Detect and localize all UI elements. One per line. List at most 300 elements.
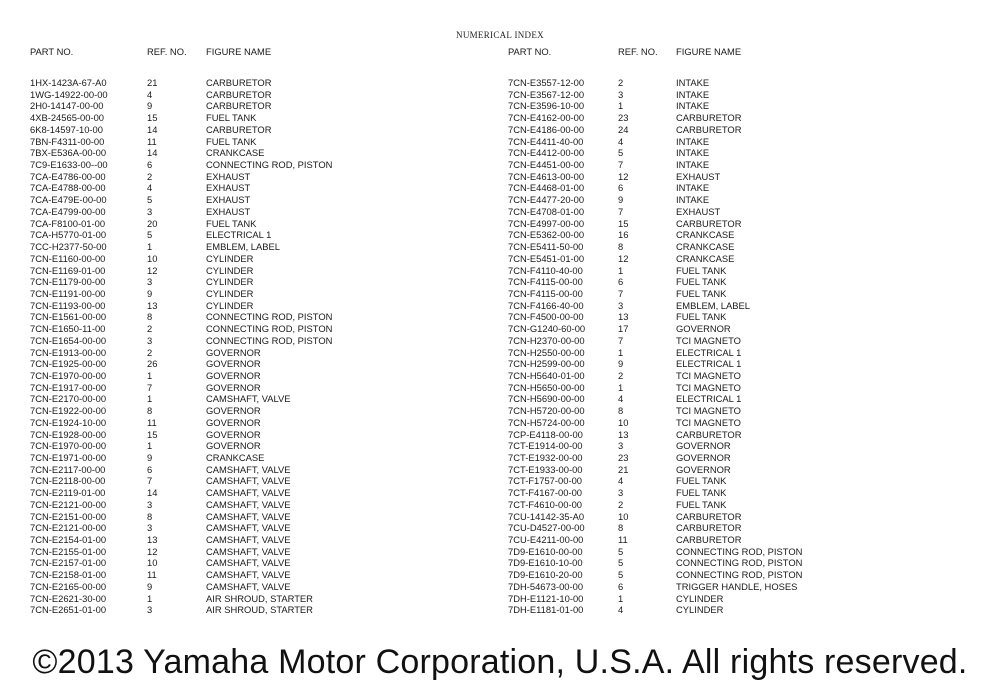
- part-number: 7CN-E1650-11-00: [30, 323, 106, 335]
- figure-name: EXHAUST: [676, 170, 721, 182]
- ref-number: 9: [147, 452, 153, 463]
- part-number: 7CN-E1971-00-00: [30, 452, 107, 463]
- index-row: [30, 136, 490, 148]
- index-row: [508, 464, 978, 476]
- ref-number: 1: [147, 393, 153, 405]
- part-number: 7CP-E4118-00-00: [508, 428, 583, 440]
- ref-number: 1: [147, 369, 153, 381]
- index-row: [508, 546, 978, 558]
- index-row: [30, 241, 490, 253]
- index-row: [508, 159, 978, 171]
- ref-number: 26: [147, 358, 158, 370]
- part-number: 7CU-14142-35-A0: [508, 510, 585, 522]
- part-number: 7CN-E5362-00-00: [508, 229, 585, 241]
- figure-name: CAMSHAFT, VALVE: [206, 580, 291, 592]
- index-row: [30, 182, 490, 194]
- index-row: [30, 464, 490, 476]
- index-row: [30, 159, 490, 171]
- ref-number: 12: [618, 170, 629, 182]
- figure-name: EXHAUST: [206, 182, 251, 194]
- part-number: 7CN-E2121-00-00: [30, 498, 107, 510]
- ref-number: 7: [618, 334, 624, 346]
- figure-name: CONNECTING ROD, PISTON: [676, 545, 803, 557]
- figure-name: CYLINDER: [206, 252, 254, 264]
- index-row: [508, 417, 978, 429]
- ref-number: 11: [147, 569, 157, 581]
- ref-number: 9: [147, 580, 153, 592]
- part-number: 7CN-G1240-60-00: [508, 323, 586, 335]
- index-row: [508, 534, 978, 546]
- part-number: 7CN-E4162-00-00: [508, 112, 585, 124]
- figure-name: GOVERNOR: [206, 346, 261, 358]
- part-number: 7CN-H5690-00-00: [508, 393, 585, 405]
- index-column-left: [30, 45, 490, 616]
- ref-number: 24: [618, 123, 629, 135]
- ref-number: 9: [147, 100, 153, 112]
- part-number: 7CN-F4166-40-00: [508, 299, 584, 311]
- part-number: 7CN-E4468-01-00: [508, 182, 585, 194]
- index-row: [30, 452, 490, 464]
- figure-name: CONNECTING ROD, PISTON: [676, 557, 803, 569]
- ref-number: 5: [147, 229, 153, 241]
- index-row: [508, 124, 978, 136]
- ref-number: 7: [147, 475, 153, 487]
- figure-name: CYLINDER: [676, 592, 724, 604]
- part-number: 1WG-14922-00-00: [30, 88, 108, 100]
- figure-name: INTAKE: [676, 135, 710, 147]
- index-row: [30, 253, 490, 265]
- ref-number: 4: [618, 135, 624, 147]
- ref-number: 13: [618, 311, 629, 323]
- part-number: 7CN-E2118-00-00: [30, 475, 106, 487]
- figure-name: CYLINDER: [676, 604, 724, 616]
- part-number: 7CC-H2377-50-00: [30, 241, 107, 253]
- index-row: [30, 370, 490, 382]
- ref-number: 3: [147, 522, 153, 534]
- index-rows-left: [30, 77, 490, 616]
- figure-name: GOVERNOR: [206, 369, 261, 381]
- part-number: 7CN-E2158-01-00: [30, 569, 107, 581]
- figure-name: CARBURETOR: [206, 123, 272, 135]
- index-row: [30, 124, 490, 136]
- header-ref-no: REF. NO.: [618, 46, 658, 57]
- part-number: 7CN-E1193-00-00: [30, 299, 106, 311]
- part-number: 4XB-24565-00-00: [30, 112, 105, 124]
- ref-number: 3: [147, 205, 153, 217]
- figure-name: EMBLEM, LABEL: [206, 241, 280, 253]
- index-row: [508, 229, 978, 241]
- ref-number: 8: [618, 522, 624, 534]
- figure-name: FUEL TANK: [676, 264, 727, 276]
- index-row: [508, 604, 978, 616]
- ref-number: 5: [618, 545, 624, 557]
- index-row: [508, 206, 978, 218]
- figure-name: CONNECTING ROD, PISTON: [206, 159, 333, 171]
- part-number: 7CN-E1970-00-00: [30, 369, 107, 381]
- part-number: 7CN-H5724-00-00: [508, 416, 585, 428]
- part-number: 7D9-E1610-20-00: [508, 569, 583, 581]
- part-number: 7D9-E1610-10-00: [508, 557, 583, 569]
- ref-number: 23: [618, 112, 629, 124]
- ref-number: 6: [618, 276, 624, 288]
- ref-number: 5: [147, 194, 153, 206]
- index-row: [30, 194, 490, 206]
- part-number: 7CN-F4115-00-00: [508, 276, 583, 288]
- part-number: 7CN-H5640-01-00: [508, 369, 585, 381]
- figure-name: CONNECTING ROD, PISTON: [676, 569, 803, 581]
- figure-name: GOVERNOR: [206, 358, 261, 370]
- ref-number: 4: [147, 88, 153, 100]
- index-row: [508, 311, 978, 323]
- ref-number: 13: [147, 534, 158, 546]
- ref-number: 2: [618, 369, 624, 381]
- part-number: 6K8-14597-10-00: [30, 123, 103, 135]
- ref-number: 15: [147, 112, 158, 124]
- ref-number: 9: [618, 358, 624, 370]
- part-number: 7CN-E2151-00-00: [30, 510, 107, 522]
- figure-name: CARBURETOR: [676, 510, 742, 522]
- part-number: 7CN-E1924-10-00: [30, 416, 107, 428]
- part-number: 1HX-1423A-67-A0: [30, 77, 107, 88]
- figure-name: CRANKCASE: [206, 147, 265, 159]
- figure-name: FUEL TANK: [206, 135, 257, 147]
- figure-name: CAMSHAFT, VALVE: [206, 557, 291, 569]
- figure-name: INTAKE: [676, 100, 710, 112]
- figure-name: CRANKCASE: [676, 241, 735, 253]
- part-number: 7CN-E1917-00-00: [30, 381, 107, 393]
- figure-name: GOVERNOR: [206, 381, 261, 393]
- index-row: [508, 300, 978, 312]
- index-row: [508, 440, 978, 452]
- figure-name: GOVERNOR: [206, 405, 261, 417]
- part-number: 7CN-E4451-00-00: [508, 159, 585, 171]
- figure-name: FUEL TANK: [676, 311, 727, 323]
- part-number: 7CU-E4211-00-00: [508, 534, 584, 546]
- part-number: 7CN-E2170-00-00: [30, 393, 107, 405]
- ref-number: 3: [618, 440, 624, 452]
- ref-number: 10: [618, 510, 629, 522]
- ref-number: 15: [618, 217, 629, 229]
- part-number: 2H0-14147-00-00: [30, 100, 104, 112]
- part-number: 7CN-E1922-00-00: [30, 405, 107, 417]
- part-number: 7CN-E3557-12-00: [508, 77, 585, 88]
- column-header: [508, 45, 978, 59]
- ref-number: 6: [147, 159, 153, 171]
- figure-name: EMBLEM, LABEL: [676, 299, 750, 311]
- column-header: [30, 45, 490, 59]
- figure-name: GOVERNOR: [206, 416, 261, 428]
- ref-number: 15: [147, 428, 158, 440]
- index-row: [30, 265, 490, 277]
- part-number: 7CU-D4527-00-00: [508, 522, 585, 534]
- index-row: [30, 487, 490, 499]
- figure-name: AIR SHROUD, STARTER: [206, 604, 313, 616]
- index-row: [30, 499, 490, 511]
- ref-number: 17: [618, 323, 629, 335]
- ref-number: 6: [618, 182, 624, 194]
- ref-number: 3: [618, 88, 624, 100]
- index-row: [508, 429, 978, 441]
- part-number: 7DH-E1121-10-00: [508, 592, 584, 604]
- ref-number: 20: [147, 217, 158, 229]
- ref-number: 10: [147, 252, 158, 264]
- ref-number: 2: [147, 170, 153, 182]
- ref-number: 3: [618, 487, 624, 499]
- index-row: [508, 89, 978, 101]
- figure-name: CAMSHAFT, VALVE: [206, 475, 291, 487]
- figure-name: ELECTRICAL 1: [676, 393, 742, 405]
- index-row: [508, 100, 978, 112]
- index-row: [30, 89, 490, 101]
- ref-number: 12: [147, 264, 158, 276]
- part-number: 7CN-F4115-00-00: [508, 287, 583, 299]
- part-number: 7CN-H5720-00-00: [508, 405, 585, 417]
- ref-number: 3: [147, 276, 153, 288]
- part-number: 7CA-E479E-00-00: [30, 194, 107, 206]
- figure-name: FUEL TANK: [206, 217, 257, 229]
- ref-number: 7: [618, 159, 624, 171]
- figure-name: CARBURETOR: [676, 522, 742, 534]
- figure-name: GOVERNOR: [206, 440, 261, 452]
- figure-name: ELECTRICAL 1: [676, 346, 742, 358]
- figure-name: CARBURETOR: [676, 123, 742, 135]
- figure-name: FUEL TANK: [676, 475, 727, 487]
- index-row: [508, 593, 978, 605]
- index-row: [30, 206, 490, 218]
- figure-name: GOVERNOR: [206, 428, 261, 440]
- ref-number: 1: [618, 264, 624, 276]
- figure-name: CARBURETOR: [676, 217, 742, 229]
- index-row: [508, 276, 978, 288]
- ref-number: 9: [618, 194, 624, 206]
- part-number: 7C9-E1633-00--00: [30, 159, 108, 171]
- figure-name: EXHAUST: [206, 194, 251, 206]
- part-number: 7CN-E4708-01-00: [508, 205, 585, 217]
- part-number: 7CN-E2121-00-00: [30, 522, 107, 534]
- figure-name: CARBURETOR: [206, 100, 272, 112]
- figure-name: INTAKE: [676, 182, 710, 194]
- part-number: 7CN-E2621-30-00: [30, 592, 107, 604]
- ref-number: 2: [147, 323, 153, 335]
- figure-name: TRIGGER HANDLE, HOSES: [676, 580, 798, 592]
- index-row: [30, 417, 490, 429]
- part-number: 7CN-E4411-40-00: [508, 135, 584, 147]
- header-part-no: PART NO.: [508, 46, 552, 57]
- figure-name: CRANKCASE: [676, 252, 735, 264]
- part-number: 7BX-E536A-00-00: [30, 147, 107, 159]
- part-number: 7CT-F4167-00-00: [508, 487, 582, 499]
- index-row: [30, 171, 490, 183]
- ref-number: 3: [147, 604, 153, 616]
- index-row: [508, 253, 978, 265]
- index-row: [508, 288, 978, 300]
- figure-name: GOVERNOR: [676, 323, 731, 335]
- part-number: 7CA-H5770-01-00: [30, 229, 107, 241]
- index-row: [508, 358, 978, 370]
- ref-number: 11: [147, 135, 157, 147]
- part-number: 7CN-H5650-00-00: [508, 381, 585, 393]
- index-row: [508, 382, 978, 394]
- index-row: [30, 311, 490, 323]
- index-row: [508, 147, 978, 159]
- index-row: [30, 511, 490, 523]
- index-row: [30, 475, 490, 487]
- index-row: [30, 100, 490, 112]
- index-row: [508, 557, 978, 569]
- ref-number: 6: [618, 580, 624, 592]
- ref-number: 21: [618, 463, 629, 475]
- part-number: 7CN-H2550-00-00: [508, 346, 585, 358]
- ref-number: 21: [147, 77, 158, 88]
- part-number: 7CA-F8100-01-00: [30, 217, 106, 229]
- index-row: [508, 405, 978, 417]
- ref-number: 3: [147, 334, 153, 346]
- index-row: [30, 218, 490, 230]
- part-number: 7CA-E4799-00-00: [30, 205, 106, 217]
- figure-name: TCI MAGNETO: [676, 416, 741, 428]
- index-row: [30, 429, 490, 441]
- index-row: [30, 147, 490, 159]
- ref-number: 1: [618, 346, 624, 358]
- part-number: 7CN-E3567-12-00: [508, 88, 585, 100]
- ref-number: 2: [618, 77, 624, 88]
- ref-number: 3: [618, 299, 624, 311]
- index-row: [30, 440, 490, 452]
- figure-name: CARBURETOR: [676, 428, 742, 440]
- ref-number: 5: [618, 557, 624, 569]
- figure-name: CRANKCASE: [206, 452, 265, 463]
- ref-number: 12: [147, 545, 158, 557]
- part-number: 7DH-54673-00-00: [508, 580, 584, 592]
- part-number: 7CT-F1757-00-00: [508, 475, 582, 487]
- part-number: 7CN-E4186-00-00: [508, 123, 585, 135]
- index-row: [508, 335, 978, 347]
- part-number: 7CN-E4477-20-00: [508, 194, 585, 206]
- ref-number: 10: [147, 557, 158, 569]
- figure-name: AIR SHROUD, STARTER: [206, 592, 313, 604]
- index-row: [30, 557, 490, 569]
- figure-name: CAMSHAFT, VALVE: [206, 393, 291, 405]
- figure-name: FUEL TANK: [676, 487, 727, 499]
- index-row: [508, 475, 978, 487]
- figure-name: INTAKE: [676, 159, 710, 171]
- header-part-no: PART NO.: [30, 46, 74, 57]
- part-number: 7CN-E2117-00-00: [30, 463, 106, 475]
- index-row: [30, 593, 490, 605]
- index-row: [30, 569, 490, 581]
- index-row: [508, 77, 978, 89]
- part-number: 7CN-F4110-40-00: [508, 264, 583, 276]
- ref-number: 4: [147, 182, 153, 194]
- figure-name: CARBURETOR: [676, 534, 742, 546]
- index-row: [30, 534, 490, 546]
- ref-number: 23: [618, 452, 629, 463]
- index-row: [508, 265, 978, 277]
- figure-name: CONNECTING ROD, PISTON: [206, 311, 333, 323]
- index-row: [30, 604, 490, 616]
- index-row: [508, 569, 978, 581]
- figure-name: CAMSHAFT, VALVE: [206, 545, 291, 557]
- figure-name: CYLINDER: [206, 299, 254, 311]
- index-row: [30, 382, 490, 394]
- index-row: [508, 171, 978, 183]
- ref-number: 8: [147, 311, 153, 323]
- figure-name: EXHAUST: [676, 205, 721, 217]
- index-row: [508, 136, 978, 148]
- part-number: 7CT-F4610-00-00: [508, 498, 582, 510]
- ref-number: 10: [618, 416, 629, 428]
- part-number: 7CN-E1913-00-00: [30, 346, 107, 358]
- part-number: 7CN-E3596-10-00: [508, 100, 585, 112]
- part-number: 7CN-E1654-00-00: [30, 334, 107, 346]
- part-number: 7CN-E4412-00-00: [508, 147, 585, 159]
- figure-name: CYLINDER: [206, 276, 254, 288]
- ref-number: 1: [618, 381, 624, 393]
- part-number: 7CN-E1925-00-00: [30, 358, 107, 370]
- index-row: [30, 522, 490, 534]
- header-ref-no: REF. NO.: [147, 46, 187, 57]
- ref-number: 1: [147, 241, 153, 253]
- figure-name: FUEL TANK: [676, 498, 727, 510]
- index-row: [30, 347, 490, 359]
- figure-name: CYLINDER: [206, 287, 254, 299]
- part-number: 7CN-E2154-01-00: [30, 534, 107, 546]
- part-number: 7CN-H2599-00-00: [508, 358, 585, 370]
- figure-name: CARBURETOR: [676, 112, 742, 124]
- figure-name: TCI MAGNETO: [676, 381, 741, 393]
- figure-name: CONNECTING ROD, PISTON: [206, 334, 333, 346]
- ref-number: 11: [618, 534, 628, 546]
- index-row: [30, 323, 490, 335]
- index-row: [508, 112, 978, 124]
- ref-number: 14: [147, 487, 158, 499]
- figure-name: CAMSHAFT, VALVE: [206, 569, 291, 581]
- index-row: [508, 194, 978, 206]
- part-number: 7CN-E2165-00-00: [30, 580, 107, 592]
- ref-number: 1: [618, 100, 624, 112]
- part-number: 7CN-E4997-00-00: [508, 217, 585, 229]
- header-figure-name: FIGURE NAME: [206, 46, 272, 57]
- index-row: [508, 347, 978, 359]
- ref-number: 5: [618, 569, 624, 581]
- figure-name: TCI MAGNETO: [676, 334, 741, 346]
- ref-number: 14: [147, 147, 158, 159]
- part-number: 7CN-H2370-00-00: [508, 334, 585, 346]
- part-number: 7CA-E4788-00-00: [30, 182, 106, 194]
- figure-name: TCI MAGNETO: [676, 405, 741, 417]
- figure-name: ELECTRICAL 1: [676, 358, 742, 370]
- figure-name: CAMSHAFT, VALVE: [206, 510, 291, 522]
- figure-name: GOVERNOR: [676, 452, 731, 463]
- figure-name: INTAKE: [676, 147, 710, 159]
- index-row: [30, 581, 490, 593]
- index-row: [508, 452, 978, 464]
- index-row: [508, 218, 978, 230]
- ref-number: 2: [618, 498, 624, 510]
- index-row: [30, 288, 490, 300]
- part-number: 7CN-E1160-00-00: [30, 252, 106, 264]
- index-row: [508, 511, 978, 523]
- figure-name: CAMSHAFT, VALVE: [206, 522, 291, 534]
- index-row: [30, 358, 490, 370]
- ref-number: 13: [147, 299, 158, 311]
- part-number: 7CN-E5411-50-00: [508, 241, 584, 253]
- ref-number: 7: [618, 205, 624, 217]
- part-number: 7CN-E1169-01-00: [30, 264, 106, 276]
- header-figure-name: FIGURE NAME: [676, 46, 742, 57]
- figure-name: CYLINDER: [206, 264, 254, 276]
- part-number: 7CN-F4500-00-00: [508, 311, 584, 323]
